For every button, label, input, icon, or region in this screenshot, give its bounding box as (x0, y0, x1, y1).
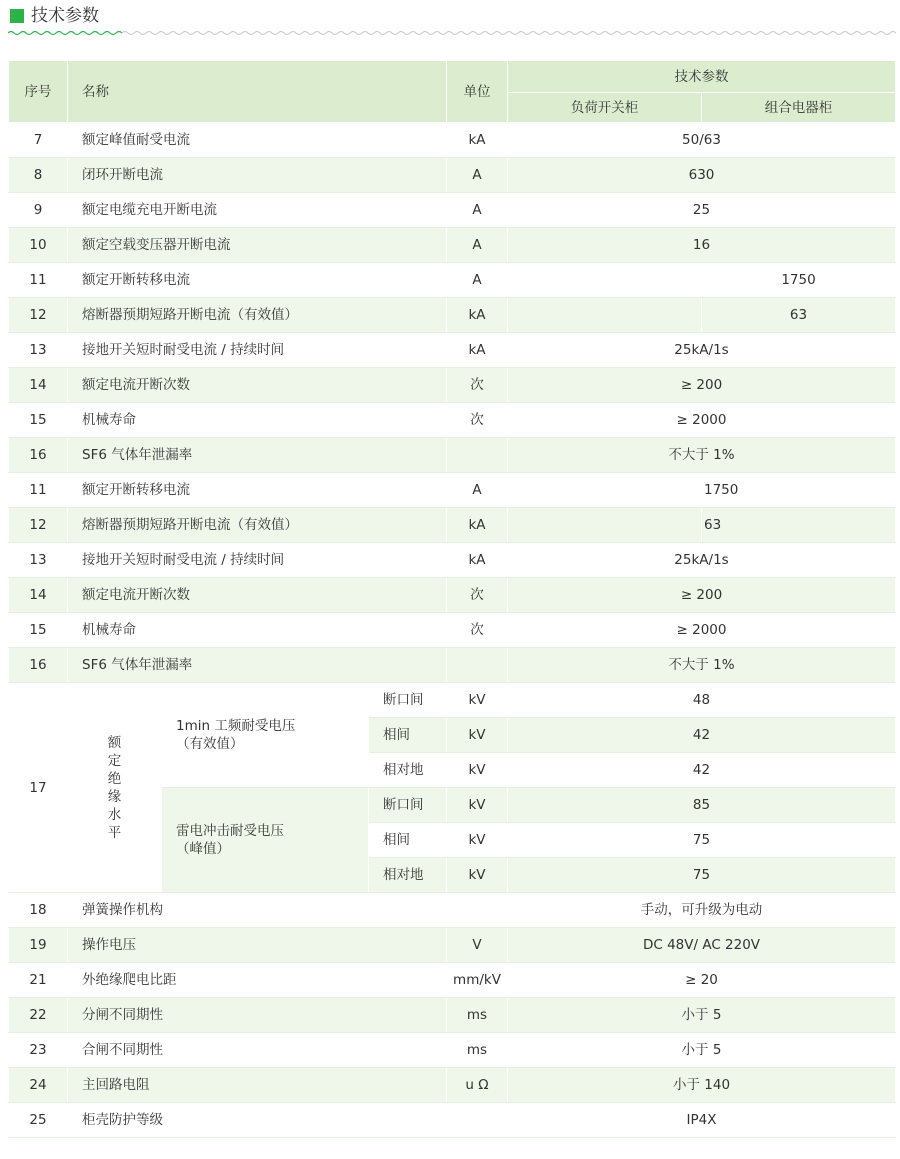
row-value: IP4X (508, 1103, 896, 1138)
insulation-sub: 相间 (369, 718, 447, 753)
row-value: 42 (508, 753, 896, 788)
table-row (9, 543, 896, 578)
wavy-divider (8, 30, 896, 36)
table-row (9, 158, 896, 193)
table-row (9, 613, 896, 648)
table-row (9, 648, 896, 683)
row-unit: A (447, 473, 508, 508)
insulation-sub: 断口间 (369, 788, 447, 823)
row-value: ≥ 200 (508, 368, 896, 403)
row-seq: 10 (9, 228, 68, 263)
row-name: 合闸不同期性 (68, 1033, 447, 1068)
table-row (9, 683, 896, 718)
table-row (9, 123, 896, 158)
insulation-sub: 相间 (369, 823, 447, 858)
row-unit: u Ω (447, 1068, 508, 1103)
row-seq: 25 (9, 1103, 68, 1138)
row-name: 接地开关短时耐受电流 / 持续时间 (68, 333, 447, 368)
row-name: SF6 气体年泄漏率 (68, 648, 447, 683)
row-value: 50/63 (508, 123, 896, 158)
row-unit (447, 893, 508, 928)
row-name: 接地开关短时耐受电流 / 持续时间 (68, 543, 447, 578)
row-unit: A (447, 263, 508, 298)
row-unit: 次 (447, 368, 508, 403)
insulation-sub: 断口间 (369, 683, 447, 718)
row-value: DC 48V/ AC 220V (508, 928, 896, 963)
insulation-group-name: 1min 工频耐受电压 （有效值） (162, 683, 369, 788)
row-value: 小于 5 (508, 998, 896, 1033)
row-unit: kV (447, 753, 508, 788)
row-unit (447, 1103, 508, 1138)
row-seq: 19 (9, 928, 68, 963)
row-unit: 次 (447, 403, 508, 438)
table-row (9, 403, 896, 438)
header-load-switch: 负荷开关柜 (508, 93, 702, 123)
header-params: 技术参数 (508, 61, 896, 93)
table-row (9, 333, 896, 368)
row-value: ≥ 2000 (508, 613, 896, 648)
row-name: 操作电压 (68, 928, 447, 963)
row-value: 630 (508, 158, 896, 193)
row-seq: 11 (9, 263, 68, 298)
table-row (9, 228, 896, 263)
row-combo-value: 1750 (702, 263, 896, 298)
row-name: 熔断器预期短路开断电流（有效值） (68, 298, 447, 333)
row-value: ≥ 200 (508, 578, 896, 613)
row-value: 85 (508, 788, 896, 823)
row-name: 额定峰值耐受电流 (68, 123, 447, 158)
row-seq: 11 (9, 473, 68, 508)
row-value: 25kA/1s (508, 333, 896, 368)
row-value: 小于 140 (508, 1068, 896, 1103)
row-name: 额定电流开断次数 (68, 578, 447, 613)
row-name: 额定电流开断次数 (68, 368, 447, 403)
row-seq: 14 (9, 368, 68, 403)
table-row (9, 368, 896, 403)
table-row (9, 963, 896, 998)
row-seq: 24 (9, 1068, 68, 1103)
header-unit: 单位 (447, 61, 508, 123)
row-seq: 12 (9, 508, 68, 543)
row-unit: kA (447, 333, 508, 368)
row-unit: kA (447, 123, 508, 158)
row-value: ≥ 2000 (508, 403, 896, 438)
row-name: 熔断器预期短路开断电流（有效值） (68, 508, 447, 543)
row-name: 闭环开断电流 (68, 158, 447, 193)
table-row (9, 1103, 896, 1138)
row-seq: 16 (9, 438, 68, 473)
row-load-switch-empty (508, 508, 702, 543)
row-name: 弹簧操作机构 (68, 893, 447, 928)
row-seq: 14 (9, 578, 68, 613)
row-seq: 9 (9, 193, 68, 228)
table-row (9, 193, 896, 228)
row-value: 不大于 1% (508, 438, 896, 473)
row-value: 75 (508, 823, 896, 858)
row-name: 分闸不同期性 (68, 998, 447, 1033)
table-row (9, 473, 896, 508)
row-unit: 次 (447, 613, 508, 648)
insulation-group-name: 雷电冲击耐受电压 （峰值） (162, 788, 369, 893)
row-value: 16 (508, 228, 896, 263)
row-value: 48 (508, 683, 896, 718)
row-seq: 15 (9, 613, 68, 648)
section-heading (0, 0, 900, 40)
row-name: 额定开断转移电流 (68, 473, 447, 508)
row-seq: 8 (9, 158, 68, 193)
header-seq: 序号 (9, 61, 68, 123)
row-unit: ms (447, 1033, 508, 1068)
row-value: 42 (508, 718, 896, 753)
table-row (9, 438, 896, 473)
table-row (9, 998, 896, 1033)
header-name: 名称 (68, 61, 447, 123)
row-load-switch-empty (508, 473, 702, 508)
row-value: 不大于 1% (508, 648, 896, 683)
table-row (9, 263, 896, 298)
row-value: 25 (508, 193, 896, 228)
row-unit: kV (447, 718, 508, 753)
row-seq: 15 (9, 403, 68, 438)
row-value: ≥ 20 (508, 963, 896, 998)
row-combo-value: 63 (702, 298, 896, 333)
row-seq: 12 (9, 298, 68, 333)
insulation-seq: 17 (9, 683, 68, 893)
green-square-icon (10, 9, 24, 23)
row-unit: kV (447, 683, 508, 718)
row-name: 额定电缆充电开断电流 (68, 193, 447, 228)
insulation-sub: 相对地 (369, 858, 447, 893)
table-row (9, 893, 896, 928)
row-unit: kV (447, 858, 508, 893)
row-name: 机械寿命 (68, 403, 447, 438)
row-unit: 次 (447, 578, 508, 613)
row-unit: kA (447, 543, 508, 578)
row-seq: 21 (9, 963, 68, 998)
row-seq: 13 (9, 333, 68, 368)
row-value: 25kA/1s (508, 543, 896, 578)
row-value: 75 (508, 858, 896, 893)
row-combo-value: 1750 (702, 473, 896, 508)
row-value: 小于 5 (508, 1033, 896, 1068)
row-name: 机械寿命 (68, 613, 447, 648)
table-row (9, 508, 896, 543)
row-name: SF6 气体年泄漏率 (68, 438, 447, 473)
row-seq: 22 (9, 998, 68, 1033)
row-name: 额定空载变压器开断电流 (68, 228, 447, 263)
row-combo-value: 63 (702, 508, 896, 543)
table-row (9, 1068, 896, 1103)
row-load-switch-empty (508, 298, 702, 333)
row-unit: kV (447, 823, 508, 858)
section-title: 技术参数 (31, 6, 99, 26)
insulation-label: 额 定 绝 缘 水 平 (68, 683, 162, 893)
row-unit: V (447, 928, 508, 963)
row-name: 外绝缘爬电比距 (68, 963, 447, 998)
row-unit: ms (447, 998, 508, 1033)
row-unit: kV (447, 788, 508, 823)
row-name: 主回路电阻 (68, 1068, 447, 1103)
table-row (9, 298, 896, 333)
row-unit: A (447, 158, 508, 193)
table-row (9, 928, 896, 963)
row-unit: A (447, 228, 508, 263)
row-unit (447, 438, 508, 473)
row-value: 手动，可升级为电动 (508, 893, 896, 928)
row-unit: mm/kV (447, 963, 508, 998)
row-seq: 16 (9, 648, 68, 683)
row-name: 额定开断转移电流 (68, 263, 447, 298)
row-unit: kA (447, 298, 508, 333)
row-unit: A (447, 193, 508, 228)
row-seq: 13 (9, 543, 68, 578)
row-seq: 18 (9, 893, 68, 928)
table-row (9, 578, 896, 613)
row-seq: 23 (9, 1033, 68, 1068)
spec-table (8, 61, 896, 1138)
row-name: 柜壳防护等级 (68, 1103, 447, 1138)
insulation-sub: 相对地 (369, 753, 447, 788)
row-unit (447, 648, 508, 683)
row-load-switch-empty (508, 263, 702, 298)
row-seq: 7 (9, 123, 68, 158)
header-combo: 组合电器柜 (702, 93, 896, 123)
row-unit: kA (447, 508, 508, 543)
table-row (9, 1033, 896, 1068)
